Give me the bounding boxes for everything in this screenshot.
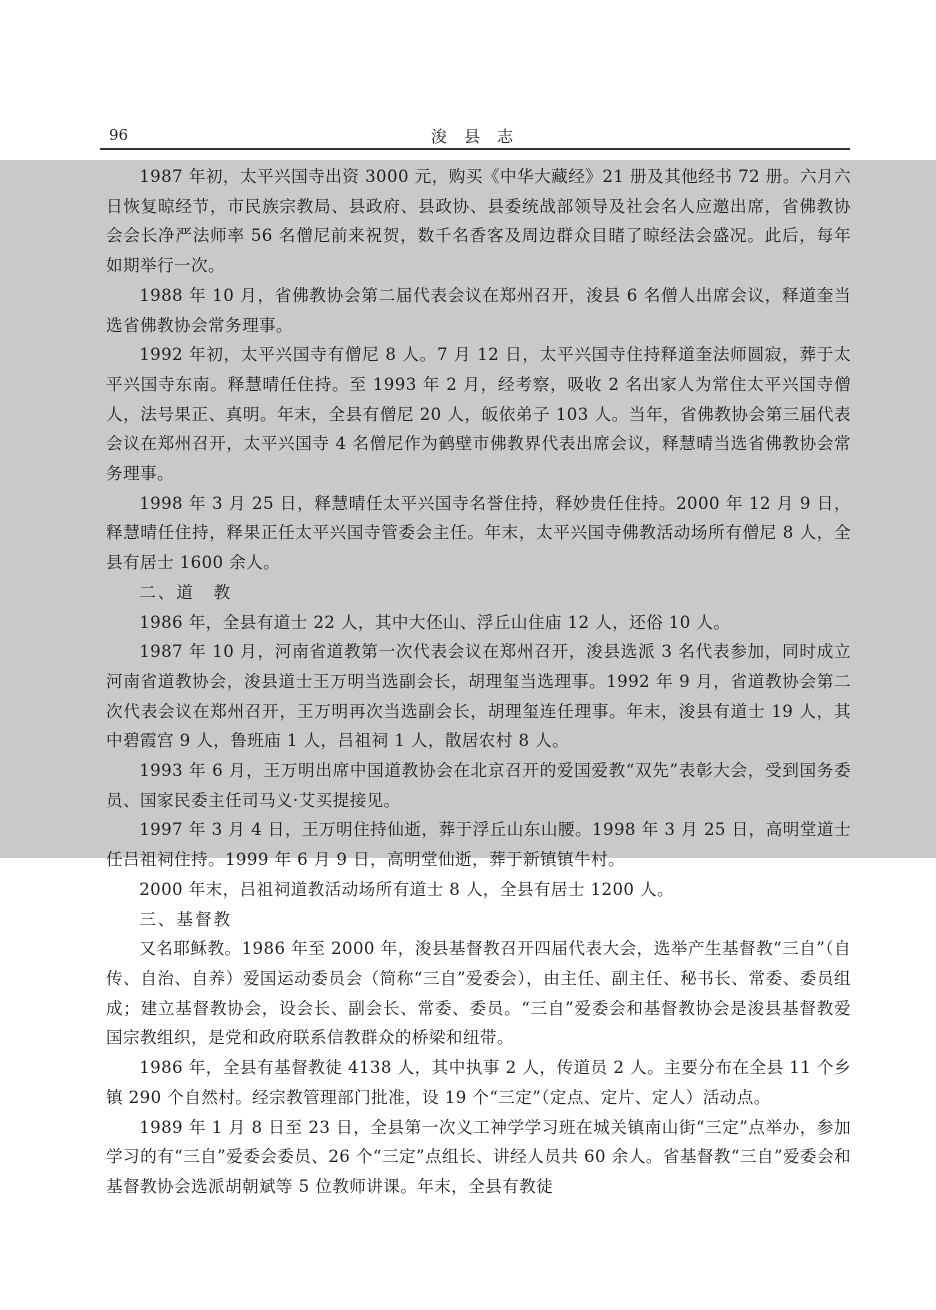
paragraph: 又名耶稣教。1986 年至 2000 年，浚县基督教召开四届代表大会，选举产生基督教“三自”（自传、自治、自养）爱国运动委员会（简称“三自”爱委会），由主任、副主任、秘书长、常委、委员组成；建立基督教协会，设会长、副会长、常委、委员。“三自”爱委会和基督教协会是浚县基督教爱国宗教组织，是党和政府联系信教群众的桥梁和纽带。 xyxy=(106,939,851,1048)
paragraph: 1986 年，全县有基督教徒 4138 人，其中执事 2 人，传道员 2 人。主要分布在全县 11 个乡镇 290 个自然村。经宗教管理部门批准，设 19 个“三定”（定点、定片、定人）活动点。 xyxy=(106,1058,851,1107)
paragraph: 1993 年 6 月，王万明出席中国道教协会在北京召开的爱国爱教“双先”表彰大会，受到国务委员、国家民委主任司马义·艾买提接见。 xyxy=(106,761,851,810)
page-body xyxy=(106,162,851,1202)
section-heading-christianity: 三、基督教 xyxy=(139,909,233,929)
paragraph: 1987 年初，太平兴国寺出资 3000 元，购买《中华大藏经》21 册及其他经书 72 册。六月六日恢复晾经节，市民族宗教局、县政府、县政协、县委统战部领导及社会名人应邀出席，省佛教协会会长净严法师率 56 名僧尼前来祝贺，数千名香客及周边群众目睹了晾经法会盛况。此后，每年如期举行一次。 xyxy=(106,167,851,276)
paragraph: 1997 年 3 月 4 日，王万明住持仙逝，葬于浮丘山东山腰。1998 年 3 月 25 日，高明堂道士任吕祖祠住持。1999 年 6 月 9 日，高明堂仙逝，葬于新镇镇牛村。 xyxy=(106,820,851,870)
paragraph: 1987 年 10 月，河南省道教第一次代表会议在郑州召开，浚县选派 3 名代表参加，同时成立河南省道教协会，浚县道士王万明当选副会长，胡理玺当选理事。1992 年 9 月，省道教协会第二次代表会议在郑州召开，王万明再次当选副会长，胡理玺连任理事。年末，浚县有道士 19 人，其中碧霞宫 9 人，鲁班庙 1 人，吕祖祠 1 人，散居农村 8 人。 xyxy=(106,642,851,751)
paragraph: 1988 年 10 月，省佛教协会第二届代表会议在郑州召开，浚县 6 名僧人出席会议，释道奎当选省佛教协会常务理事。 xyxy=(106,285,851,335)
paragraph: 1992 年初，太平兴国寺有僧尼 8 人。7 月 12 日，太平兴国寺住持释道奎法师圆寂，葬于太平兴国寺东南。释慧晴任住持。至 1993 年 2 月，经考察，吸收 2 名出家人为常住太平兴国寺僧人，法号果正、真明。年末，全县有僧尼 20 人，皈依弟子 103 人。当年，省佛教协会第三届代表会议在郑州召开，太平兴国寺 4 名僧尼作为鹤壁市佛教界代表出席会议，释慧晴当选省佛教协会常务理事。 xyxy=(106,345,851,484)
section-heading-taoism: 二、道 教 xyxy=(139,582,233,602)
paragraph: 1998 年 3 月 25 日，释慧晴任太平兴国寺名誉住持，释妙贵任住持。2000 年 12 月 9 日，释慧晴任住持，释果正任太平兴国寺管委会主任。年末，太平兴国寺佛教活动场所有僧尼 8 人，全县有居士 1600 余人。 xyxy=(106,493,851,573)
paragraph: 1989 年 1 月 8 日至 23 日，全县第一次义工神学学习班在城关镇南山街“三定”点举办，参加学习的有“三自”爱委会委员、26 个“三定”点组长、讲经人员共 60 余人。省基督教“三自”爱委会和基督教协会选派胡朝斌等 5 位教师讲课。年末，全县有教徒 xyxy=(106,1117,851,1196)
paragraph: 1986 年，全县有道士 22 人，其中大伾山、浮丘山住庙 12 人，还俗 10 人。 xyxy=(139,612,731,632)
running-title: 浚 县 志 xyxy=(430,127,520,146)
page-header xyxy=(100,118,850,158)
page-number: 96 xyxy=(109,126,129,144)
header-rule xyxy=(100,148,850,150)
paragraph: 2000 年末，吕祖祠道教活动场所有道士 8 人，全县有居士 1200 人。 xyxy=(139,879,675,899)
